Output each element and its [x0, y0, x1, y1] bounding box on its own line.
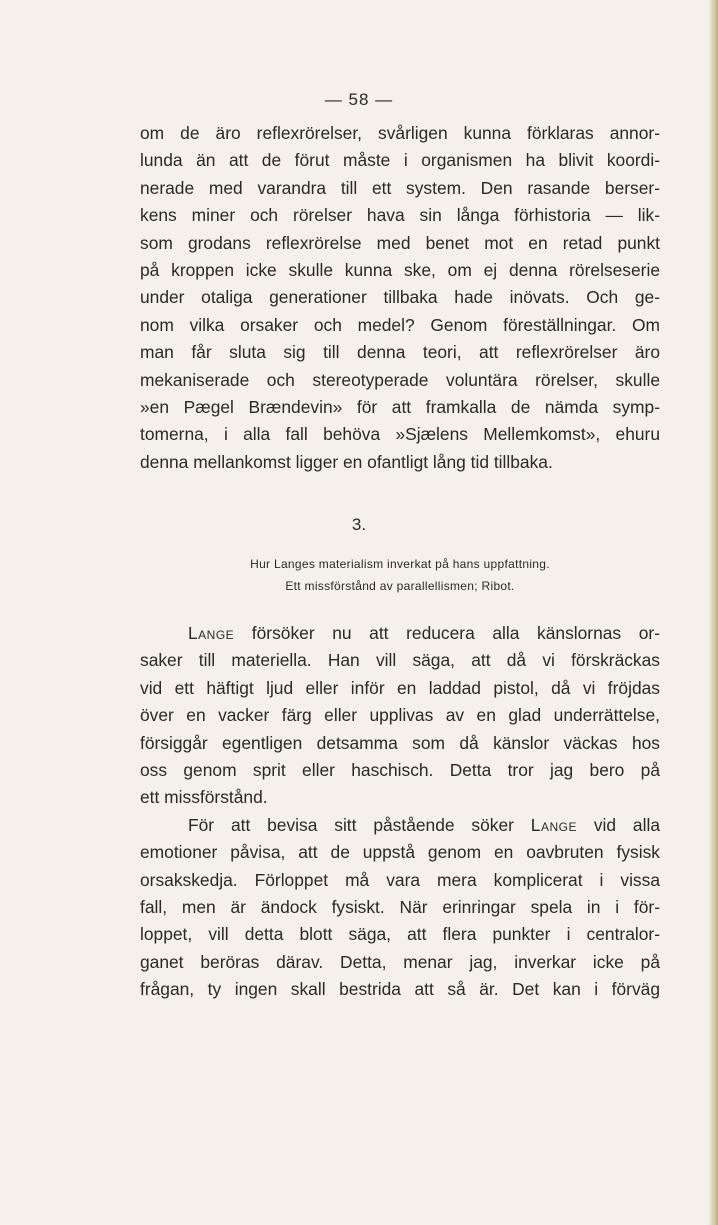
page-edge	[708, 0, 718, 1225]
text-line: oss genom sprit eller haschisch. Detta tror jag bero på	[140, 760, 660, 781]
text-line: emotioner påvisa, att de uppstå genom en oavbruten fysisk	[140, 842, 660, 863]
text-line: ett missförstånd.	[140, 787, 268, 808]
text-line: om de äro reflexrörelser, svårligen kunna förklaras annor-	[140, 123, 660, 143]
text-line: saker till materiella. Han vill säga, att då vi förskräckas	[140, 650, 660, 671]
section-summary	[140, 553, 660, 597]
text-line: vid ett häftigt ljud eller inför en laddad pistol, då vi fröjdas	[140, 677, 660, 698]
text-line: man får sluta sig till denna teori, att reflexrörelser äro	[140, 342, 660, 363]
text-line: försiggår egentligen detsamma som då känslor väckas hos	[140, 732, 660, 753]
paragraph-1	[140, 120, 660, 476]
summary-line: Ett missförstånd av parallellismen; Ribot.	[285, 579, 515, 593]
text-line: orsakskedja. Förloppet må vara mera komplicerat i vissa	[140, 869, 660, 890]
author-name-lange: Lange	[530, 814, 577, 835]
author-name-lange: Lange	[188, 623, 235, 643]
text-line: kens miner och rörelser hava sin långa förhistoria — lik-	[140, 205, 660, 226]
text-line	[140, 620, 660, 647]
text-line: på kroppen icke skulle kunna ske, om ej denna rörelseserie	[140, 260, 660, 281]
text-line: loppet, vill detta blott säga, att flera punkter i centralor-	[140, 924, 660, 945]
text-line: lunda än att de förut måste i organismen ha blivit koordi-	[140, 150, 660, 171]
text-line: nerade med varandra till ett system. Den rasande berser-	[140, 177, 660, 198]
section-number: 3.	[351, 515, 367, 534]
text-line: »en Pægel Brændevin» för att framkalla de nämda symp-	[140, 397, 660, 418]
text-line: fall, men är ändock fysiskt. När erinringar spela in i för-	[140, 897, 660, 918]
text-line: över en vacker färg eller upplivas av en glad underrättelse,	[140, 705, 660, 726]
section-body	[140, 620, 660, 1004]
text-segment: försöker nu att reducera alla känslornas or-	[234, 623, 660, 643]
text-line: mekaniserade och stereotyperade voluntära rörelser, skulle	[140, 369, 660, 390]
summary-line: Hur Langes materialism inverkat på hans uppfattning.	[250, 557, 550, 571]
text-line: nom vilka orsaker och medel? Genom föreställningar. Om	[140, 314, 660, 335]
text-line: ganet beröras därav. Detta, menar jag, inverkar icke på	[140, 951, 660, 972]
text-line: frågan, ty ingen skall bestrida att så är. Det kan i förväg	[140, 979, 660, 1000]
text-segment: För att bevisa sitt påstående söker	[188, 814, 531, 835]
text-line: tomerna, i alla fall behöva »Sjælens Mellemkomst», ehuru	[140, 424, 660, 445]
page-number: — 58 —	[324, 90, 394, 109]
text-segment: vid alla	[576, 814, 660, 835]
text-line	[140, 812, 660, 839]
text-line: denna mellankomst ligger en ofantligt lång tid tillbaka.	[140, 451, 553, 472]
text-line: under otaliga generationer tillbaka hade inövats. Och ge-	[140, 287, 660, 308]
text-line: som grodans reflexrörelse med benet mot en retad punkt	[140, 232, 660, 253]
